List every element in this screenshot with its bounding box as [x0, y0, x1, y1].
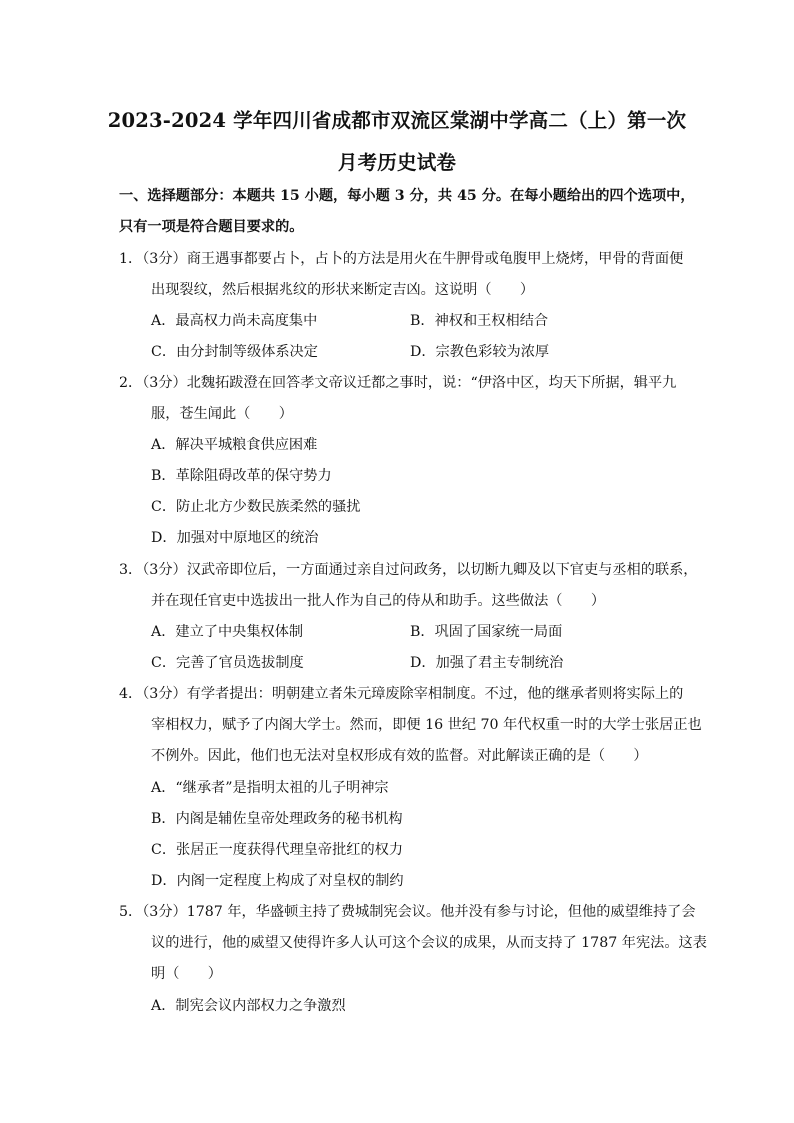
question-3-option-a: A．建立了中央集权体制: [151, 624, 304, 640]
section-heading-line-1: 一、选择题部分：本题共 15 小题，每小题 3 分，共 45 分。在每小题给出的四个选项中，: [119, 188, 695, 204]
question-3-option-c: C．完善了官员选拔制度: [151, 655, 304, 671]
exam-title-line-1: 2023-2024 学年四川省成都市双流区棠湖中学高二（上）第一次: [107, 109, 687, 132]
question-5-option-a: A．制宪会议内部权力之争激烈: [151, 998, 346, 1014]
question-2-text-line-2: 服，苍生闻此（ ）: [151, 406, 293, 422]
question-4-option-b: B．内阁是辅佐皇帝处理政务的秘书机构: [151, 811, 403, 827]
question-4-text-line-1: 4．（3分）有学者提出：明朝建立者朱元璋废除宰相制度。不过，他的继承者则将实际上的: [119, 686, 684, 702]
question-3-option-d: D．加强了君主专制统治: [410, 655, 564, 671]
question-2-option-a: A．解决平城粮食供应困难: [151, 437, 318, 453]
question-4-option-d: D．内阁一定程度上构成了对皇权的制约: [151, 873, 404, 889]
question-2-option-d: D．加强对中原地区的统治: [151, 530, 319, 546]
question-5-text-line-1: 5．（3分）1787 年，华盛顿主持了费城制宪会议。他并没有参与讨论，但他的威望维持了会: [119, 904, 696, 920]
question-1-option-d: D．宗教色彩较为浓厚: [410, 344, 550, 360]
question-3-text-line-2: 并在现任官吏中选拔出一批人作为自己的侍从和助手。这些做法（ ）: [151, 593, 606, 609]
question-1-option-a: A．最高权力尚未高度集中: [151, 313, 318, 329]
question-4-text-line-3: 不例外。因此，他们也无法对皇权形成有效的监督。对此解读正确的是（ ）: [151, 748, 648, 764]
question-1-text-line-1: 1．（3分）商王遇事都要占卜，占卜的方法是用火在牛胛骨或龟腹甲上烧烤，甲骨的背面便: [119, 251, 684, 267]
question-1-option-b: B．神权和王权相结合: [410, 313, 549, 329]
question-2-option-c: C．防止北方少数民族柔然的骚扰: [151, 499, 361, 515]
question-3-text-line-1: 3．（3分）汉武帝即位后，一方面通过亲自过问政务，以切断九卿及以下官吏与丞相的联系，: [119, 562, 698, 578]
question-5-text-line-2: 议的进行，他的威望又使得许多人认可这个会议的成果，从而支持了 1787 年宪法。这表: [151, 935, 707, 951]
question-3-option-b: B．巩固了国家统一局面: [410, 624, 563, 640]
question-5-text-line-3: 明（ ）: [151, 966, 222, 982]
question-2-text-line-1: 2．（3分）北魏拓跋澄在回答孝文帝议迁都之事时，说：“伊洛中区，均天下所据，辑平九: [119, 375, 677, 391]
question-4-option-c: C．张居正一度获得代理皇帝批红的权力: [151, 842, 404, 858]
question-4-text-line-2: 宰相权力，赋予了内阁大学士。然而，即便 16 世纪 70 年代权重一时的大学士张居正也: [151, 717, 702, 733]
question-1-text-line-2: 出现裂纹，然后根据兆纹的形状来断定吉凶。这说明（ ）: [151, 282, 535, 298]
question-1-option-c: C．由分封制等级体系决定: [151, 344, 318, 360]
exam-title-line-2: 月考历史试卷: [337, 151, 457, 174]
section-heading-line-2: 只有一项是符合题目要求的。: [119, 219, 304, 235]
question-2-option-b: B．革除阻碍改革的保守势力: [151, 468, 332, 484]
question-4-option-a: A．“继承者”是指明太祖的儿子明神宗: [151, 780, 389, 796]
